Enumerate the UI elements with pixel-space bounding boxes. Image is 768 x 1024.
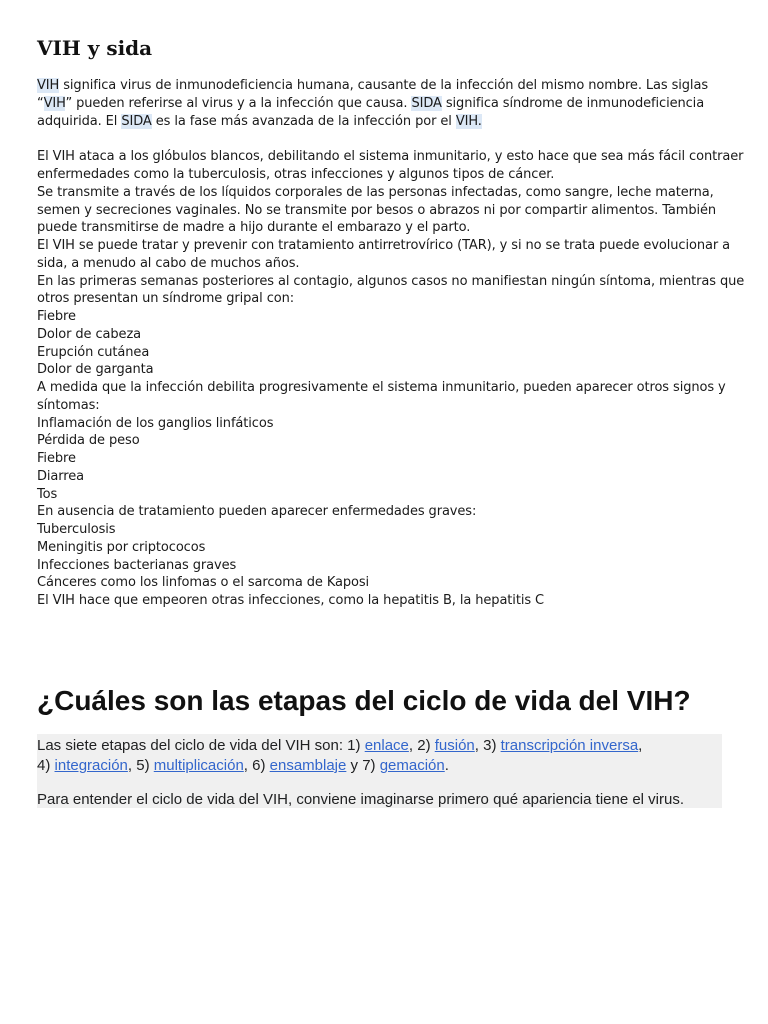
list-item: Cánceres como los linfomas o el sarcoma de Kaposi [37, 575, 370, 591]
text-line: El VIH se puede tratar y prevenir con tratamiento antirretrovírico (TAR), y si no se trata puede evolucionar a [37, 238, 730, 253]
text-line: El VIH hace que empeoren otras infecciones, como la hepatitis B, la hepatitis C [37, 593, 545, 608]
list-item: Infecciones bacterianas graves [37, 557, 237, 573]
intro-text: significa síndrome de inmunodeficiencia [441, 95, 705, 111]
stages-text: , [638, 737, 643, 754]
list-item: Tos [37, 486, 58, 502]
text-line: En ausencia de tratamiento pueden aparecer enfermedades graves: [37, 504, 477, 520]
list-item: Fiebre [37, 451, 76, 466]
intro-text: significa virus de inmunodeficiencia humana, causante de la infección del mismo nombre. Las siglas [59, 78, 708, 93]
stages-text: , 5) [127, 757, 154, 774]
list-item: Pérdida de peso [37, 433, 140, 449]
text-line: semen y secreciones vaginales. No se transmite por besos o abrazos ni por compartir alimentos. También [37, 202, 717, 218]
stages-text: , 3) [474, 737, 501, 754]
highlighted-term [456, 114, 482, 129]
intro-line-3 [37, 113, 722, 131]
highlighted-term: VIH [37, 78, 60, 93]
list-item: Tuberculosis [37, 522, 116, 537]
intro-text: . [477, 113, 482, 129]
intro-text: “ [37, 95, 44, 111]
stages-box [37, 734, 722, 808]
list-item: Dolor de garganta [37, 362, 154, 378]
stages-text: 4) [37, 757, 55, 774]
list-item: Inflamación de los ganglios linfáticos [37, 415, 274, 431]
text-line: síntomas: [37, 397, 100, 413]
link-enlace[interactable]: enlace [364, 737, 409, 754]
stages-text: , 6) [243, 757, 270, 774]
stages-text: y 7) [346, 757, 380, 774]
link-transcripcion-inversa[interactable]: transcripción inversa [500, 737, 639, 754]
list-item: Erupción cutánea [37, 344, 150, 360]
intro-line-2 [37, 95, 722, 113]
intro-paragraph [37, 77, 722, 130]
list-item: Diarrea [37, 468, 85, 484]
text-line: puede transmitirse de madre a hijo durante el embarazo y el parto. [37, 220, 471, 236]
virus-paragraph: Para entender el ciclo de vida del VIH, conviene imaginarse primero qué apariencia tiene el virus. [37, 791, 685, 808]
stages-paragraph [37, 734, 722, 776]
page-title: VIH y sida [37, 36, 153, 60]
text-line: A medida que la infección debilita progresivamente el sistema inmunitario, pueden aparecer otros signos y [37, 380, 726, 395]
highlighted-term-text: VIH [455, 113, 478, 129]
text-line: sida, a menudo al cabo de muchos años. [37, 255, 300, 271]
intro-line-1 [37, 77, 722, 95]
text-line: El VIH ataca a los glóbulos blancos, debilitando el sistema inmunitario, y esto hace que sea más fácil contraer [37, 149, 744, 165]
highlighted-term: VIH [43, 95, 66, 111]
stages-text: Las siete etapas del ciclo de vida del VIH son: 1) [37, 737, 365, 754]
text-line: otros presentan un síndrome gripal con: [37, 291, 295, 307]
link-integracion[interactable]: integración [54, 757, 128, 774]
text-line: Se transmite a través de los líquidos corporales de las personas infectadas, como sangre, leche materna, [37, 184, 714, 200]
link-multiplicacion[interactable]: multiplicación [153, 757, 244, 774]
document-page [37, 0, 745, 808]
link-gemacion[interactable]: gemación [379, 757, 445, 774]
highlighted-term: SIDA [121, 113, 152, 129]
list-item: Dolor de cabeza [37, 326, 142, 342]
stages-text: . [444, 757, 449, 774]
stages-text: , 2) [408, 737, 435, 754]
intro-text: adquirida. El [37, 113, 122, 129]
text-line: En las primeras semanas posteriores al contagio, algunos casos no manifiestan ningún síntoma, mientras que [37, 273, 745, 289]
intro-text: es la fase más avanzada de la infección por el [151, 113, 456, 129]
link-ensamblaje[interactable]: ensamblaje [269, 757, 347, 774]
intro-text: ” pueden referirse al virus y a la infección que causa. [65, 95, 412, 111]
list-item: Meningitis por criptococos [37, 539, 206, 555]
text-line: enfermedades como la tuberculosis, otras infecciones y algunos tipos de cáncer. [37, 167, 555, 182]
link-fusion[interactable]: fusión [434, 737, 475, 754]
section-heading: ¿Cuáles son las etapas del ciclo de vida del VIH? [37, 685, 691, 716]
list-item: Fiebre [37, 309, 76, 324]
body-lines [37, 148, 745, 610]
paragraph-gap [37, 130, 722, 148]
highlighted-term: SIDA [411, 95, 442, 111]
